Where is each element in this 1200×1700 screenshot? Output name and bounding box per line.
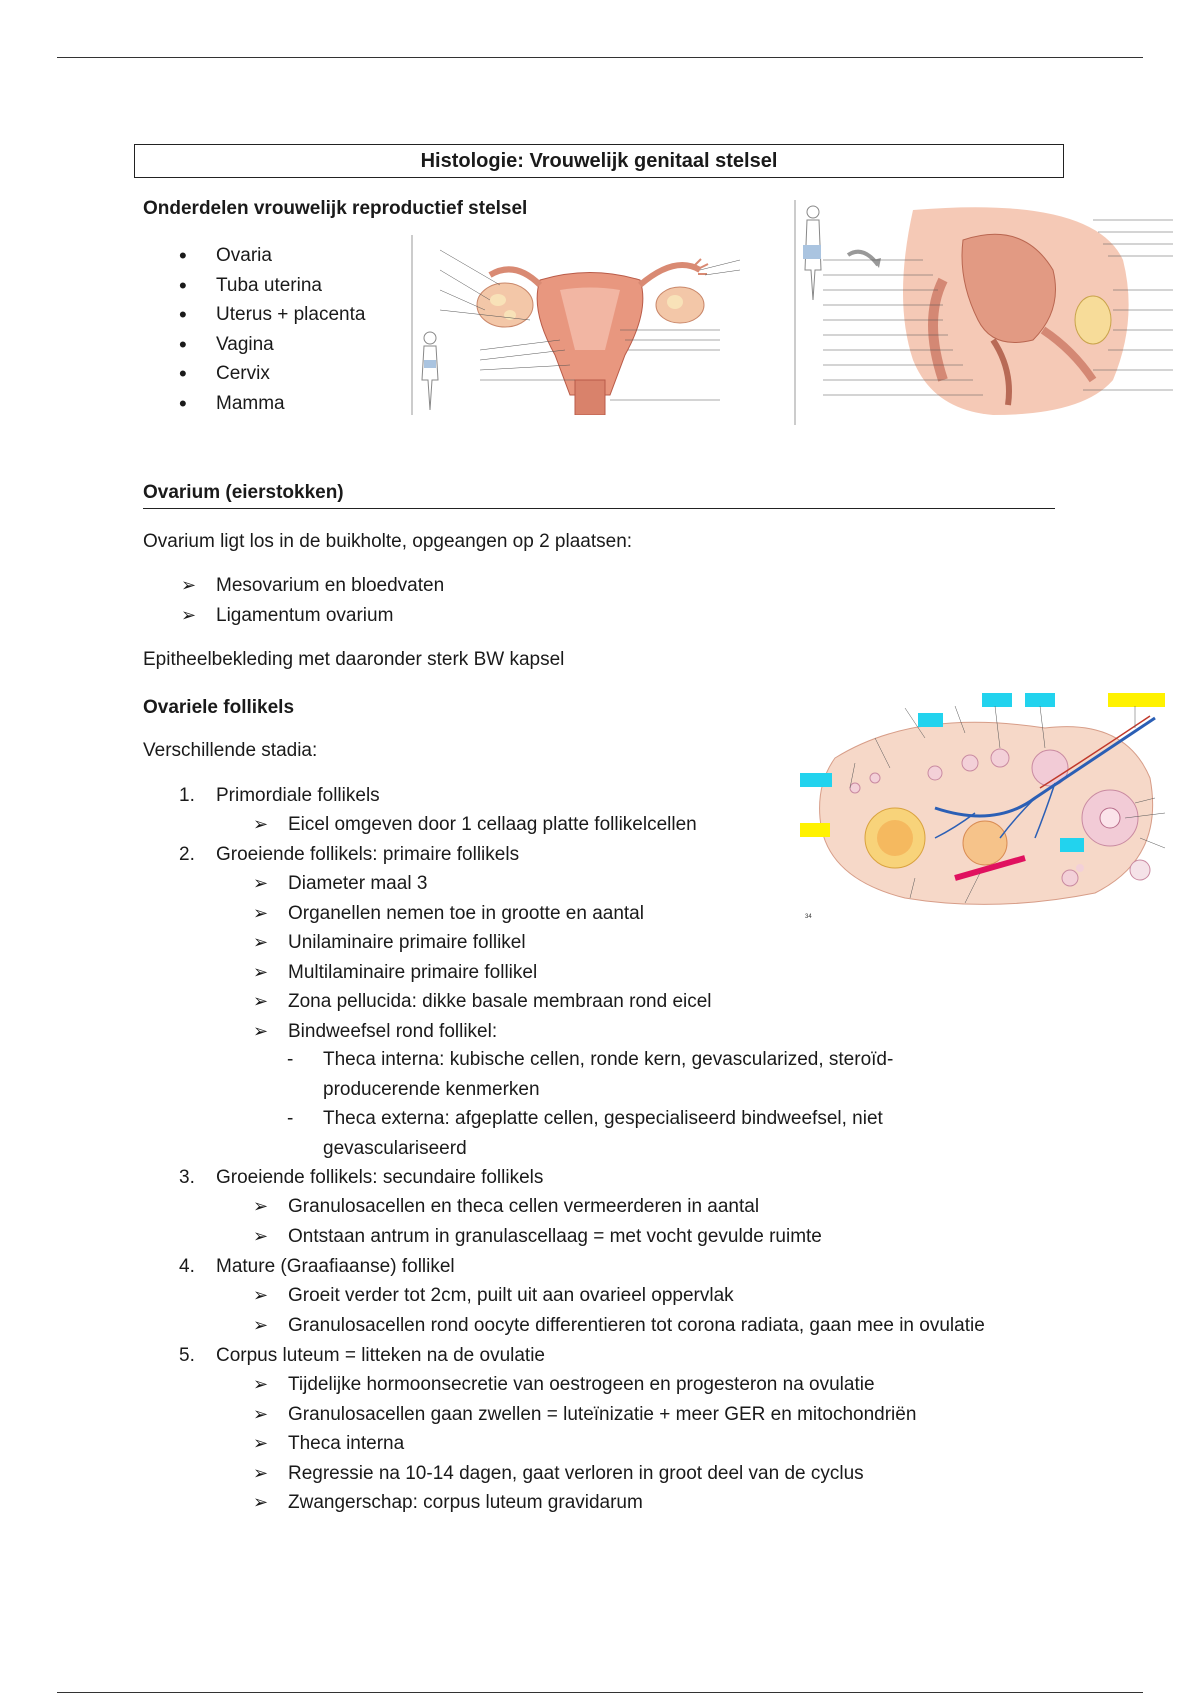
section-heading-follikels: Ovariele follikels — [143, 697, 295, 718]
list-item: ➢ Organellen nemen toe in grootte en aantal — [253, 899, 712, 929]
uterus-anatomy-figure — [410, 230, 770, 415]
list-item: • Cervix — [143, 359, 365, 389]
page-title — [134, 144, 1064, 178]
list-item: ➢ Zona pellucida: dikke basale membraan rond eicel — [253, 987, 712, 1017]
list-item: ➢ Ontstaan antrum in granulascellaag = met vocht gevulde ruimte — [253, 1222, 822, 1252]
ovarium-attachments-list — [181, 571, 444, 630]
list-item: ➢ Regressie na 10-14 dagen, gaat verloren in groot deel van de cyclus — [253, 1459, 916, 1489]
list-item: ➢ Ligamentum ovarium — [181, 601, 444, 631]
stage-label: Groeiende follikels: primaire follikels — [216, 844, 520, 865]
svg-text:34: 34 — [805, 914, 812, 920]
stage-number: 3. — [179, 1167, 195, 1188]
list-item: ➢ Mesovarium en bloedvaten — [181, 571, 444, 601]
bottom-rule — [57, 1692, 1143, 1693]
heading-underline — [143, 508, 1055, 509]
list-item: ➢ Zwangerschap: corpus luteum gravidarum — [253, 1488, 916, 1518]
stage-5-points — [253, 1370, 916, 1518]
stage-label: Primordiale follikels — [216, 785, 380, 806]
stage-label: Mature (Graafiaanse) follikel — [216, 1256, 455, 1277]
list-item: ➢ Theca interna — [253, 1429, 916, 1459]
list-item: • Mamma — [143, 389, 365, 419]
top-rule — [57, 57, 1143, 58]
pelvis-sagittal-figure — [793, 200, 1188, 425]
dash-marker: - — [287, 1049, 294, 1070]
list-item: ➢ Bindweefsel rond follikel: — [253, 1017, 712, 1047]
stage-number: 4. — [179, 1256, 195, 1277]
dash-marker: - — [287, 1108, 294, 1129]
ovary-follicle-figure — [795, 688, 1180, 923]
stage-2-points — [253, 869, 712, 1046]
stage-number: 5. — [179, 1345, 195, 1366]
stage-label: Corpus luteum = litteken na de ovulatie — [216, 1345, 546, 1366]
list-item: ➢ Eicel omgeven door 1 cellaag platte follikelcellen — [253, 810, 697, 840]
epithelium-text: Epitheelbekleding met daaronder sterk BW kapsel — [143, 649, 565, 670]
ovarium-intro: Ovarium ligt los in de buikholte, opgeangen op 2 plaatsen: — [143, 531, 633, 552]
section-heading-reproductive: Onderdelen vrouwelijk reproductief stelsel — [143, 198, 528, 219]
list-item: ➢ Diameter maal 3 — [253, 869, 712, 899]
stage-3-points — [253, 1192, 822, 1251]
list-item: ➢ Granulosacellen rond oocyte differentieren tot corona radiata, gaan mee in ovulatie — [253, 1311, 985, 1341]
list-item: ➢ Granulosacellen gaan zwellen = luteïnizatie + meer GER en mitochondriën — [253, 1400, 916, 1430]
list-item: ➢ Granulosacellen en theca cellen vermeerderen in aantal — [253, 1192, 822, 1222]
section-heading-ovarium: Ovarium (eierstokken) — [143, 482, 344, 503]
stage-number: 2. — [179, 844, 195, 865]
reproductive-parts-list — [143, 241, 365, 418]
subpoint-text: Theca interna: kubische cellen, ronde kern, gevascularized, steroïd-producerende kenmerken — [323, 1049, 894, 1100]
list-item: ➢ Multilaminaire primaire follikel — [253, 958, 712, 988]
stage-number: 1. — [179, 785, 195, 806]
list-item: ➢ Groeit verder tot 2cm, puilt uit aan ovarieel oppervlak — [253, 1281, 985, 1311]
list-item: • Uterus + placenta — [143, 300, 365, 330]
stage-4-points — [253, 1281, 985, 1340]
follikels-intro: Verschillende stadia: — [143, 740, 318, 761]
list-item: ➢ Unilaminaire primaire follikel — [253, 928, 712, 958]
stage-label: Groeiende follikels: secundaire follikels — [216, 1167, 544, 1188]
page-title-text: Histologie: Vrouwelijk genitaal stelsel — [420, 149, 778, 172]
stage-1-points — [253, 810, 697, 840]
list-item: • Tuba uterina — [143, 271, 365, 301]
list-item: • Ovaria — [143, 241, 365, 271]
subpoint-text: Theca externa: afgeplatte cellen, gespecialiseerd bindweefsel, niet gevasculariseerd — [323, 1108, 883, 1159]
list-item: • Vagina — [143, 330, 365, 360]
list-item: ➢ Tijdelijke hormoonsecretie van oestrogeen en progesteron na ovulatie — [253, 1370, 916, 1400]
